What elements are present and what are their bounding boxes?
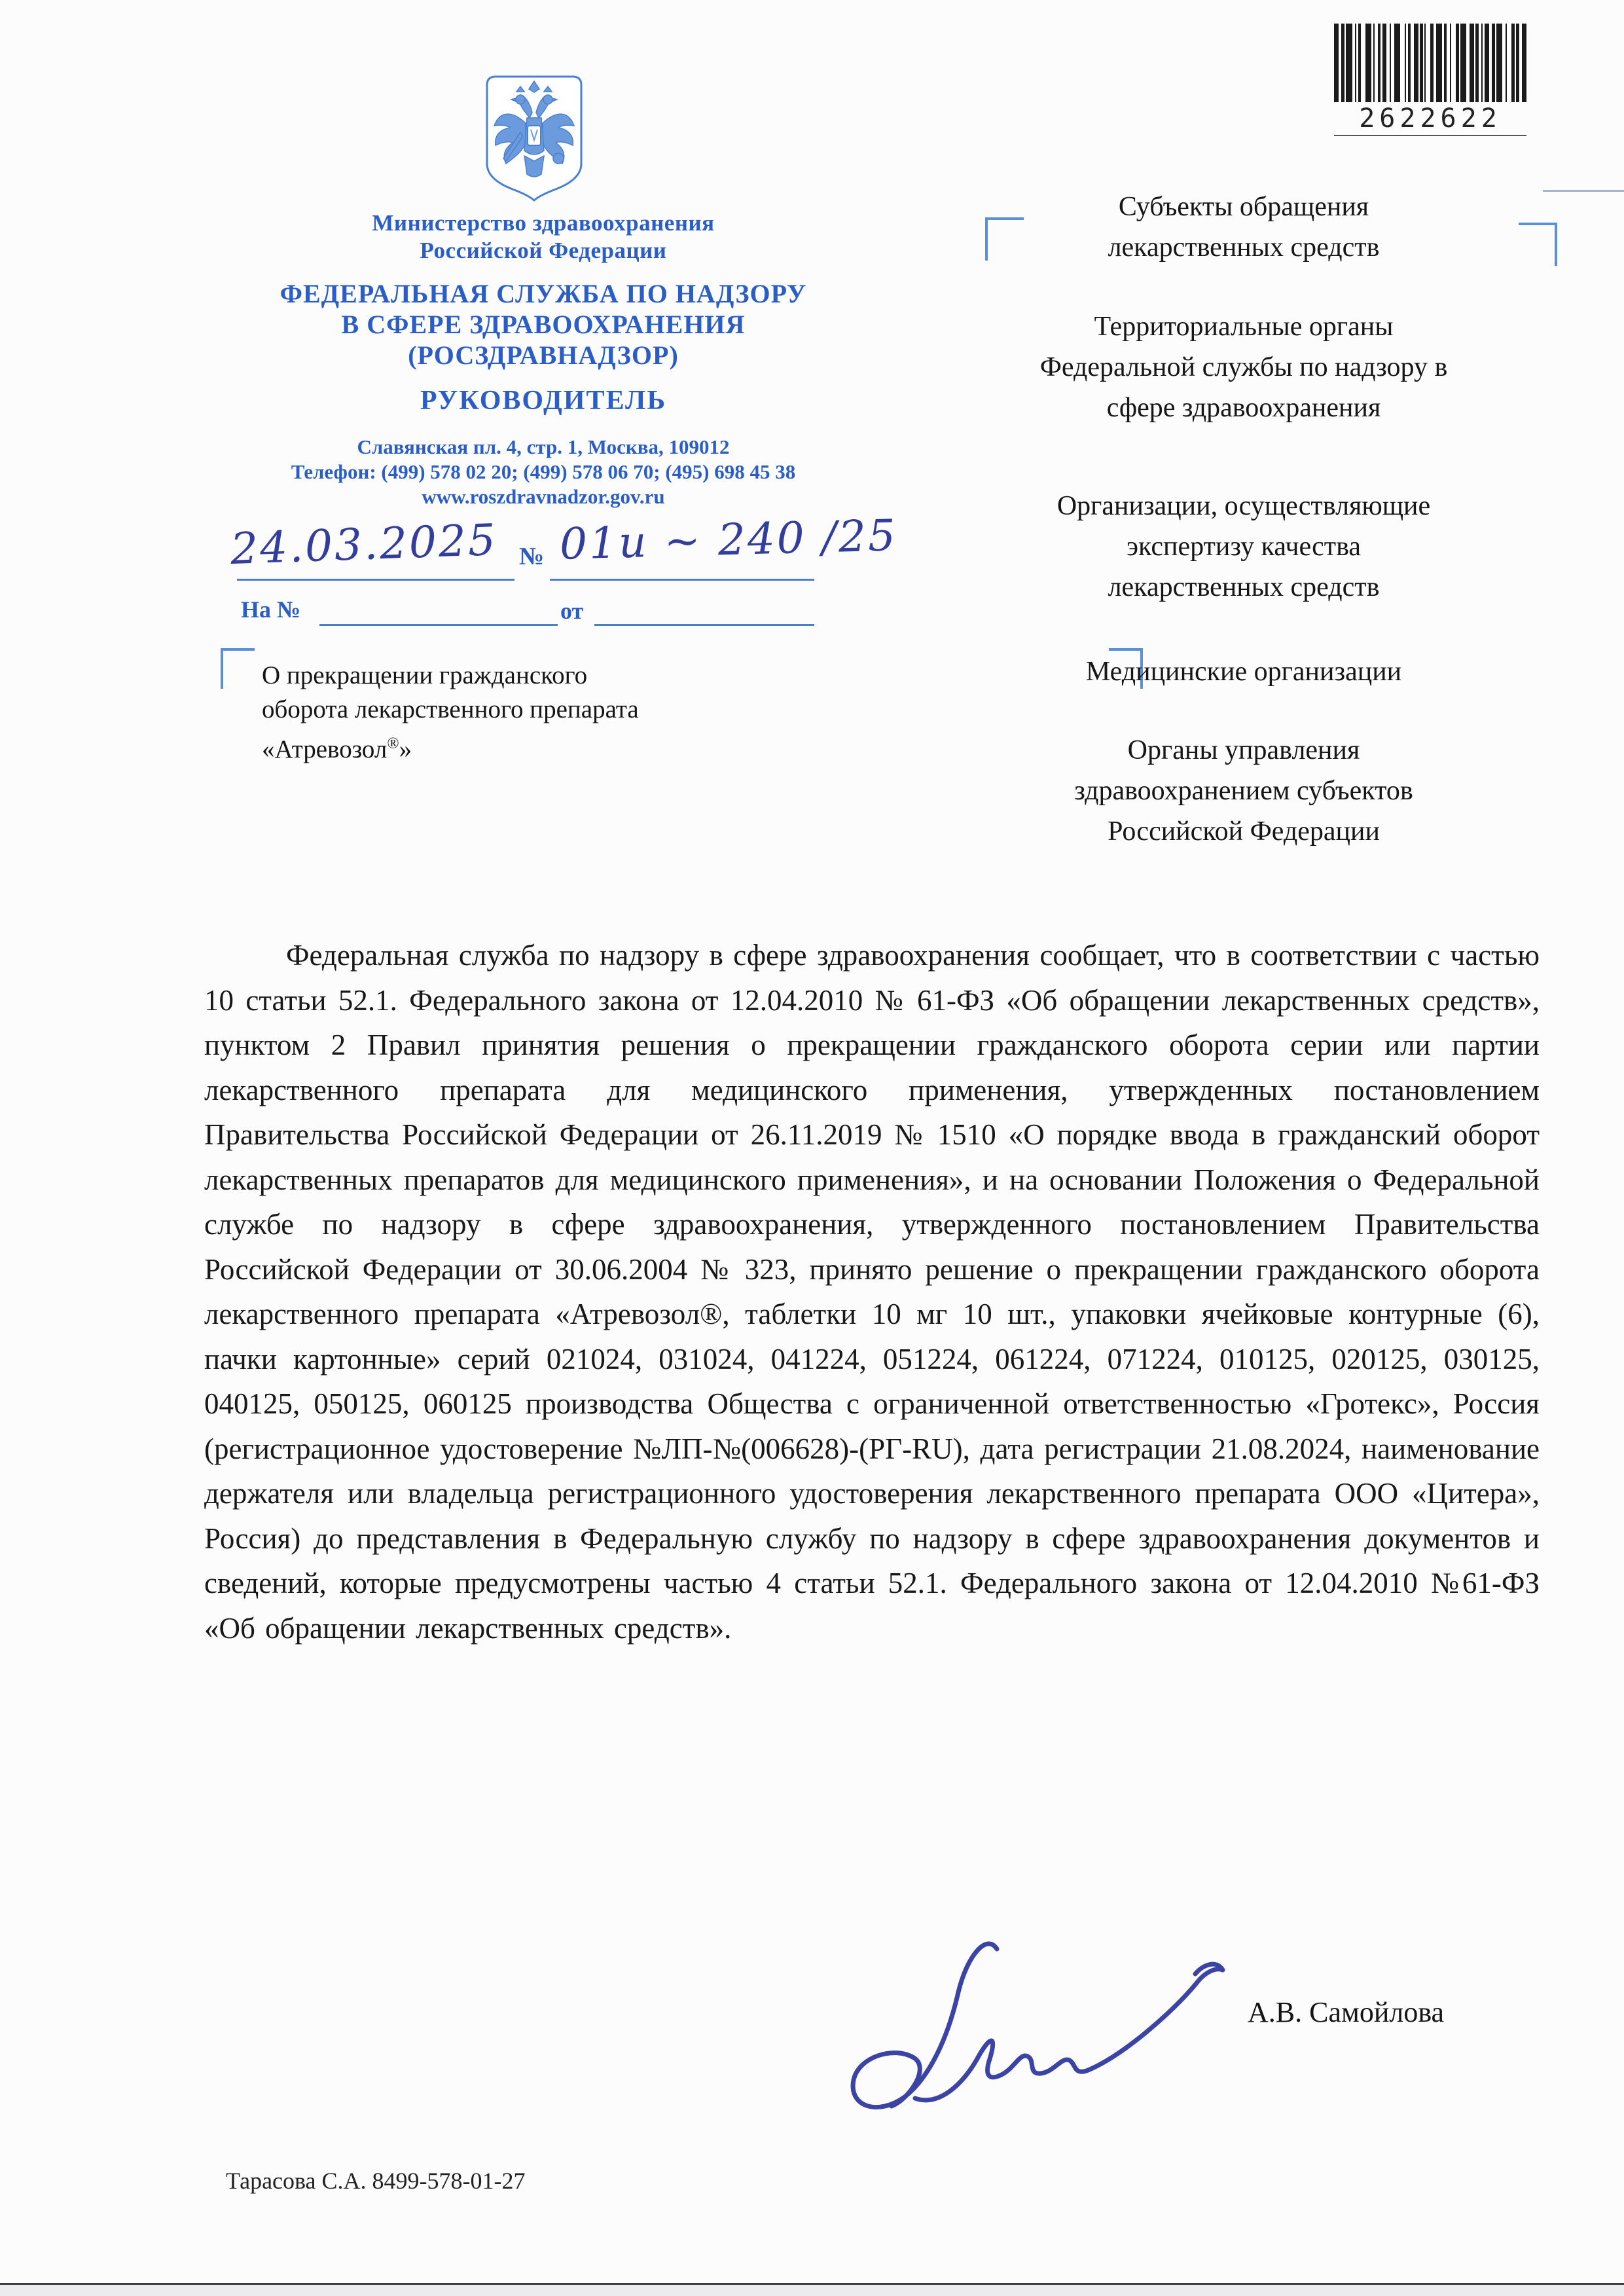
recipient-line: лекарственных средств — [1108, 232, 1380, 263]
recipient-block — [949, 306, 1538, 428]
ministry-line-1: Министерство здравоохранения — [372, 210, 715, 236]
recipient-line: Российской Федерации — [1108, 816, 1380, 847]
org-address: Славянская пл. 4, стр. 1, Москва, 109012 — [357, 435, 730, 458]
recipient-line: экспертизу качества — [1126, 532, 1362, 562]
russia-coat-of-arms-icon — [481, 72, 587, 204]
number-sign: № — [519, 543, 545, 570]
reply-from-label: от — [560, 598, 584, 624]
recipient-line: здравоохранением субъектов — [1074, 776, 1413, 806]
signature-scribble — [831, 1908, 1237, 2124]
barcode-number: 2622622 — [1359, 103, 1502, 134]
subject-line-2: оборота лекарственного препарата — [262, 695, 639, 723]
fold-line-artifact — [1543, 190, 1624, 192]
recipient-block — [949, 486, 1538, 608]
reg-number-underline — [550, 579, 814, 581]
org-contact-block — [196, 435, 890, 509]
reg-date-handwritten: 24.03.2025 — [229, 514, 499, 575]
recipient-line: Территориальные органы — [1094, 312, 1394, 342]
signer-name: А.В. Самойлова — [1248, 1996, 1445, 2028]
recipients-column — [949, 0, 1538, 917]
recipient-line: Субъекты обращения — [1118, 192, 1369, 222]
recipient-block — [949, 730, 1538, 852]
subject-line-3: «Атревозол®» — [262, 735, 412, 763]
service-line-1: ФЕДЕРАЛЬНАЯ СЛУЖБА ПО НАДЗОРУ — [280, 279, 807, 308]
service-name — [196, 278, 890, 371]
recipient-line: Органы управления — [1127, 735, 1360, 765]
scanner-background — [0, 2285, 1624, 2296]
subject-block — [262, 659, 759, 767]
reg-date-underline — [237, 579, 514, 581]
recipient-block — [949, 187, 1538, 268]
recipient-line: сфере здравоохранения — [1106, 393, 1381, 423]
org-website: www.roszdravnadzor.gov.ru — [422, 485, 665, 508]
subject-line-1: О прекращении гражданского — [262, 661, 588, 689]
service-line-3: (РОСЗДРАВНАДЗОР) — [408, 340, 679, 370]
recipient-line: Организации, осуществляющие — [1056, 491, 1431, 521]
executor-contact: Тарасова С.А. 8499-578-01-27 — [226, 2168, 526, 2194]
body-paragraph: Федеральная служба по надзору в сфере здравоохранения сообщает, что в соответствии с частью 10 статьи 52.1. Федерального закона от 12.04.2010 № 61-ФЗ «Об обращении лекарственных средств», пунктом 2 Правил принятия решения о прекращении гражданского оборота серии или партии лекарственного препарата для медицинского применения, утвержденных постановлением Правительства Российской Федерации от 26.11.2019 № 1510 «О порядке ввода в гражданский оборот лекарственных препаратов для медицинского применения», и на основании Положения о Федеральной службе по надзору в сфере здравоохранения, утвержденного постановлением Правительства Российской Федерации от 30.06.2004 № 323, принято решение о прекращении гражданского оборота лекарственного препарата «Атревозол®, таблетки 10 мг 10 шт., упаковки ячейковые контурные (6), пачки картонные» серий 021024, 031024, 041224, 051224, 061224, 071224, 010125, 020125, 030125, 040125, 050125, 060125 производства Общества с ограниченной ответственностью «Гротекс», Россия (регистрационное удостоверение №ЛП-№(006628)-(РГ-RU), дата регистрации 21.08.2024, наименование держателя или владельца регистрационного удостоверения лекарственного препарата ООО «Цитера», Россия) до представления в Федеральную службу по надзору в сфере здравоохранения документов и сведений, которые предусмотрены частью 4 статьи 52.1. Федерального закона от 12.04.2010 №61-ФЗ «Об обращении лекарственных средств». — [204, 939, 1540, 1645]
reply-date-underline — [594, 624, 814, 626]
reply-number-underline — [319, 624, 558, 626]
org-phone: Телефон: (499) 578 02 20; (499) 578 06 70; (495) 698 45 38 — [291, 460, 796, 483]
service-line-2: В СФЕРЕ ЗДРАВООХРАНЕНИЯ — [341, 310, 746, 339]
reply-prefix: На № — [241, 596, 301, 623]
recipient-line: лекарственных средств — [1108, 572, 1380, 602]
recipient-line: Медицинские организации — [1085, 657, 1402, 687]
reg-number-handwritten: 01и ~ 240 /25 — [559, 510, 898, 570]
ministry-name — [196, 210, 890, 264]
recipient-line: Федеральной службы по надзору в — [1039, 352, 1448, 382]
recipient-block — [949, 651, 1538, 692]
ministry-line-2: Российской Федерации — [420, 238, 667, 263]
subject-corner-left — [221, 648, 255, 689]
position-title: РУКОВОДИТЕЛЬ — [420, 386, 667, 416]
